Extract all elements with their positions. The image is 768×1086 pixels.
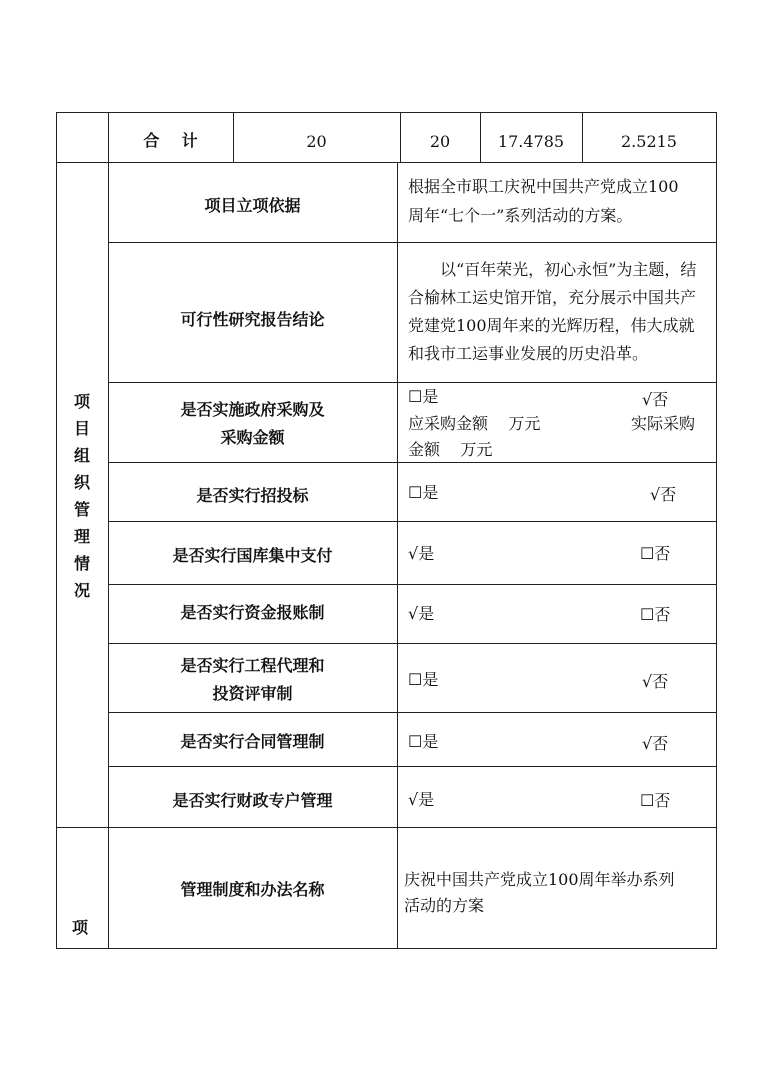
row-line-special-account bbox=[56, 827, 717, 828]
treasury-yes-checkbox[interactable]: √是 bbox=[408, 544, 435, 563]
total-executed: 17.4785 bbox=[497, 132, 565, 151]
total-budget: 20 bbox=[306, 132, 327, 151]
section-label-vertical: 项目组织管理情况 bbox=[73, 392, 90, 600]
table-left-border bbox=[56, 112, 57, 948]
table-right-border bbox=[716, 112, 717, 948]
basis-content-line2: 周年“七个一”系列活动的方案。 bbox=[408, 206, 633, 225]
row-line-bidding bbox=[108, 521, 717, 522]
management-content-line1: 庆祝中国共产党成立100周年举办系列 bbox=[404, 870, 675, 889]
bidding-no-checkbox[interactable]: √否 bbox=[650, 485, 677, 504]
reimbursement-no-checkbox[interactable]: ☐否 bbox=[640, 605, 671, 624]
table-top-border bbox=[56, 112, 717, 113]
procurement-label-line1: 是否实施政府采购及 bbox=[180, 400, 325, 419]
row-line-reimbursement bbox=[108, 643, 717, 644]
bidding-yes-checkbox[interactable]: ☐是 bbox=[408, 483, 439, 502]
basis-content-line1: 根据全市职工庆祝中国共产党成立100 bbox=[408, 177, 679, 196]
total-col3: 20 bbox=[429, 132, 451, 151]
contract-label: 是否实行合同管理制 bbox=[180, 732, 325, 751]
special-account-no-checkbox[interactable]: ☐否 bbox=[640, 791, 671, 810]
contract-yes-checkbox[interactable]: ☐是 bbox=[408, 732, 439, 751]
total-label: 合 计 bbox=[143, 131, 198, 150]
row-line-engineering bbox=[108, 712, 717, 713]
engineering-yes-checkbox[interactable]: ☐是 bbox=[408, 670, 439, 689]
treasury-no-checkbox[interactable]: ☐否 bbox=[640, 544, 671, 563]
contract-no-checkbox[interactable]: √否 bbox=[642, 734, 669, 753]
bidding-label: 是否实行招投标 bbox=[196, 486, 309, 505]
engineering-label-line1: 是否实行工程代理和 bbox=[180, 656, 325, 675]
feasibility-content: 以“百年荣光，初心永恒”为主题，结合榆林工运史馆开馆，充分展示中国共产党建党100周年来的光辉历程，伟大成就和我市工运事业发展的历史沿革。 bbox=[408, 260, 697, 363]
treasury-label: 是否实行国库集中支付 bbox=[172, 546, 333, 565]
management-label: 管理制度和办法名称 bbox=[180, 880, 325, 899]
engineering-label-line2: 投资评审制 bbox=[212, 684, 293, 703]
row-line-contract bbox=[108, 766, 717, 767]
table-bottom-border bbox=[56, 948, 717, 949]
procurement-actual-label: 实际采购 bbox=[631, 414, 696, 433]
procurement-yes-checkbox[interactable]: ☐是 bbox=[408, 387, 439, 406]
total-balance: 2.5215 bbox=[621, 132, 677, 151]
special-account-label: 是否实行财政专户管理 bbox=[172, 791, 333, 810]
row-line-treasury bbox=[108, 584, 717, 585]
row-line-procurement bbox=[108, 462, 717, 463]
section-col-divider bbox=[108, 112, 109, 948]
row-line-feasibility bbox=[108, 382, 717, 383]
procurement-actual-line2: 金额 万元 bbox=[408, 440, 493, 459]
procurement-amount-line: 应采购金额 万元 bbox=[408, 414, 541, 433]
engineering-no-checkbox[interactable]: √否 bbox=[642, 672, 669, 691]
special-account-yes-checkbox[interactable]: √是 bbox=[408, 790, 435, 809]
row-line-basis bbox=[108, 242, 717, 243]
basis-label: 项目立项依据 bbox=[204, 196, 301, 215]
next-section-label: 项 bbox=[72, 918, 89, 937]
label-col-divider bbox=[397, 162, 398, 948]
procurement-no-checkbox[interactable]: √否 bbox=[642, 390, 669, 409]
reimbursement-yes-checkbox[interactable]: √是 bbox=[408, 604, 435, 623]
procurement-label-line2: 采购金额 bbox=[220, 428, 285, 447]
reimbursement-label: 是否实行资金报账制 bbox=[180, 603, 325, 622]
management-content-line2: 活动的方案 bbox=[404, 896, 485, 915]
row-line-total bbox=[56, 162, 717, 163]
feasibility-label: 可行性研究报告结论 bbox=[180, 310, 325, 329]
